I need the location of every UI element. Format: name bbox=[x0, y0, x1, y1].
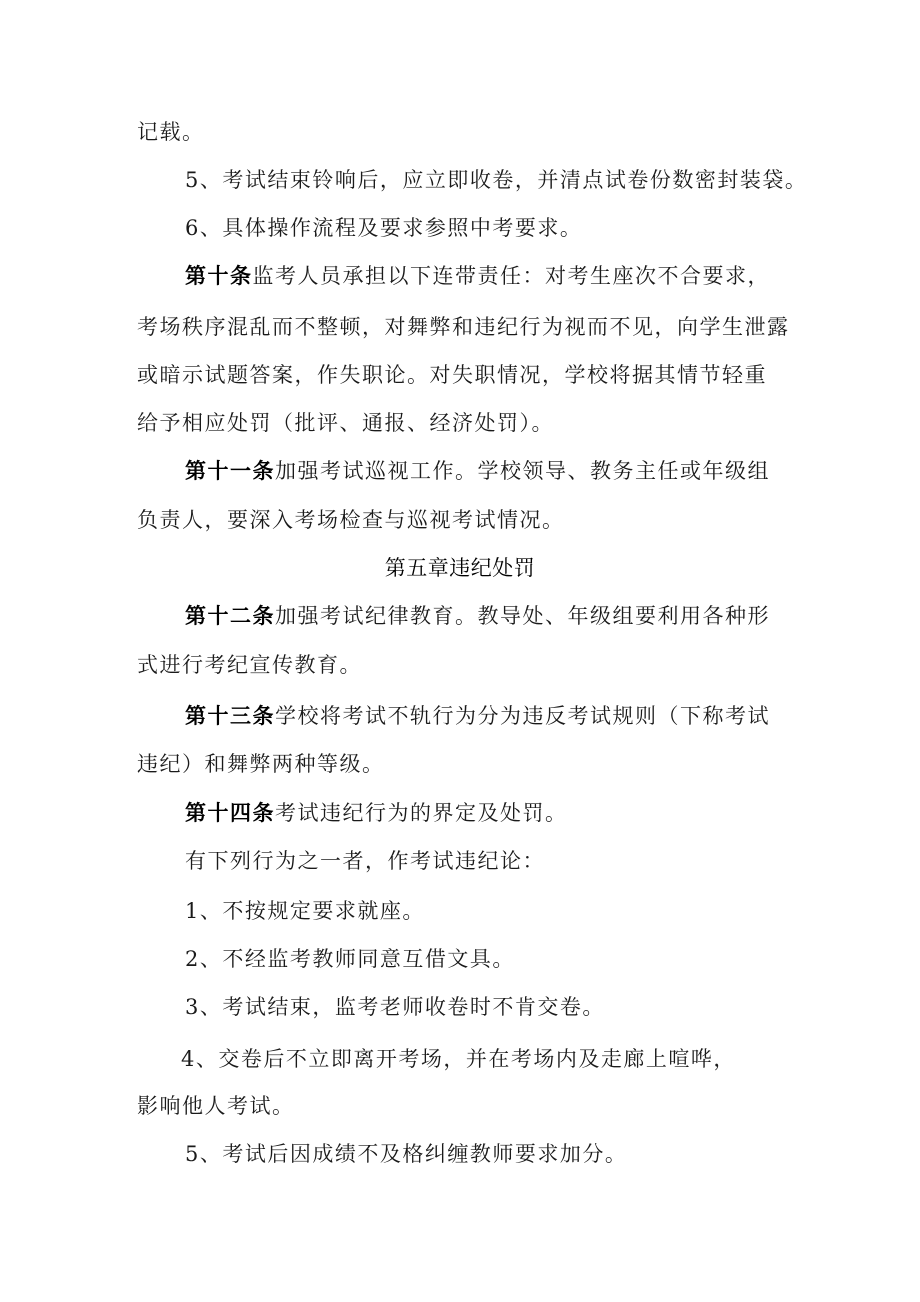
article-14-first-line bbox=[185, 798, 845, 828]
article-text: 考试违纪行为的界定及处罚。 bbox=[275, 801, 568, 825]
text-line: 或暗示试题答案，作失职论。对失职情况，学校将据其情节轻重 bbox=[137, 363, 767, 387]
article-heading: 第十四条 bbox=[185, 800, 275, 825]
article-heading: 第十二条 bbox=[185, 603, 275, 628]
text-line: 6、具体操作流程及要求参照中考要求。 bbox=[185, 216, 583, 240]
article-13-first-line bbox=[185, 701, 845, 731]
article-text: 学校将考试不轨行为分为违反考试规则（下称考试 bbox=[275, 704, 770, 728]
text-line: 记载。 bbox=[137, 120, 205, 144]
text-line: 负责人，要深入考场检查与巡视考试情况。 bbox=[137, 508, 565, 532]
list-item: 2、不经监考教师同意互借文具。 bbox=[185, 947, 515, 971]
article-12-first-line bbox=[185, 601, 845, 631]
list-item: 4、交卷后不立即离开考场，并在考场内及走廊上喧哗， bbox=[181, 1047, 736, 1071]
article-heading: 第十一条 bbox=[185, 458, 275, 483]
article-heading: 第十条 bbox=[185, 263, 253, 288]
chapter-title: 第五章违纪处罚 bbox=[384, 556, 536, 580]
text-line: 考场秩序混乱而不整顿，对舞弊和违纪行为视而不见，向学生泄露 bbox=[137, 315, 790, 339]
text-line: 给予相应处罚（批评、通报、经济处罚）。 bbox=[137, 411, 554, 435]
text-line: 影响他人考试。 bbox=[137, 1094, 295, 1118]
list-item: 1、不按规定要求就座。 bbox=[185, 899, 425, 923]
article-text: 监考人员承担以下连带责任：对考生座次不合要求， bbox=[252, 264, 770, 288]
text-line: 违纪）和舞弊两种等级。 bbox=[137, 752, 385, 776]
article-10-first-line bbox=[185, 261, 845, 291]
article-text: 加强考试巡视工作。学校领导、教务主任或年级组 bbox=[275, 459, 770, 483]
text-line: 有下列行为之一者，作考试违纪论： bbox=[185, 849, 545, 873]
article-heading: 第十三条 bbox=[185, 703, 275, 728]
list-item: 3、考试结束，监考老师收卷时不肯交卷。 bbox=[185, 995, 605, 1019]
article-11-first-line bbox=[185, 456, 845, 486]
list-item: 5、考试后因成绩不及格纠缠教师要求加分。 bbox=[185, 1142, 628, 1166]
text-line: 式进行考纪宣传教育。 bbox=[137, 653, 362, 677]
text-line: 5、考试结束铃响后，应立即收卷，并清点试卷份数密封装袋。 bbox=[185, 168, 808, 192]
article-text: 加强考试纪律教育。教导处、年级组要利用各种形 bbox=[275, 604, 770, 628]
